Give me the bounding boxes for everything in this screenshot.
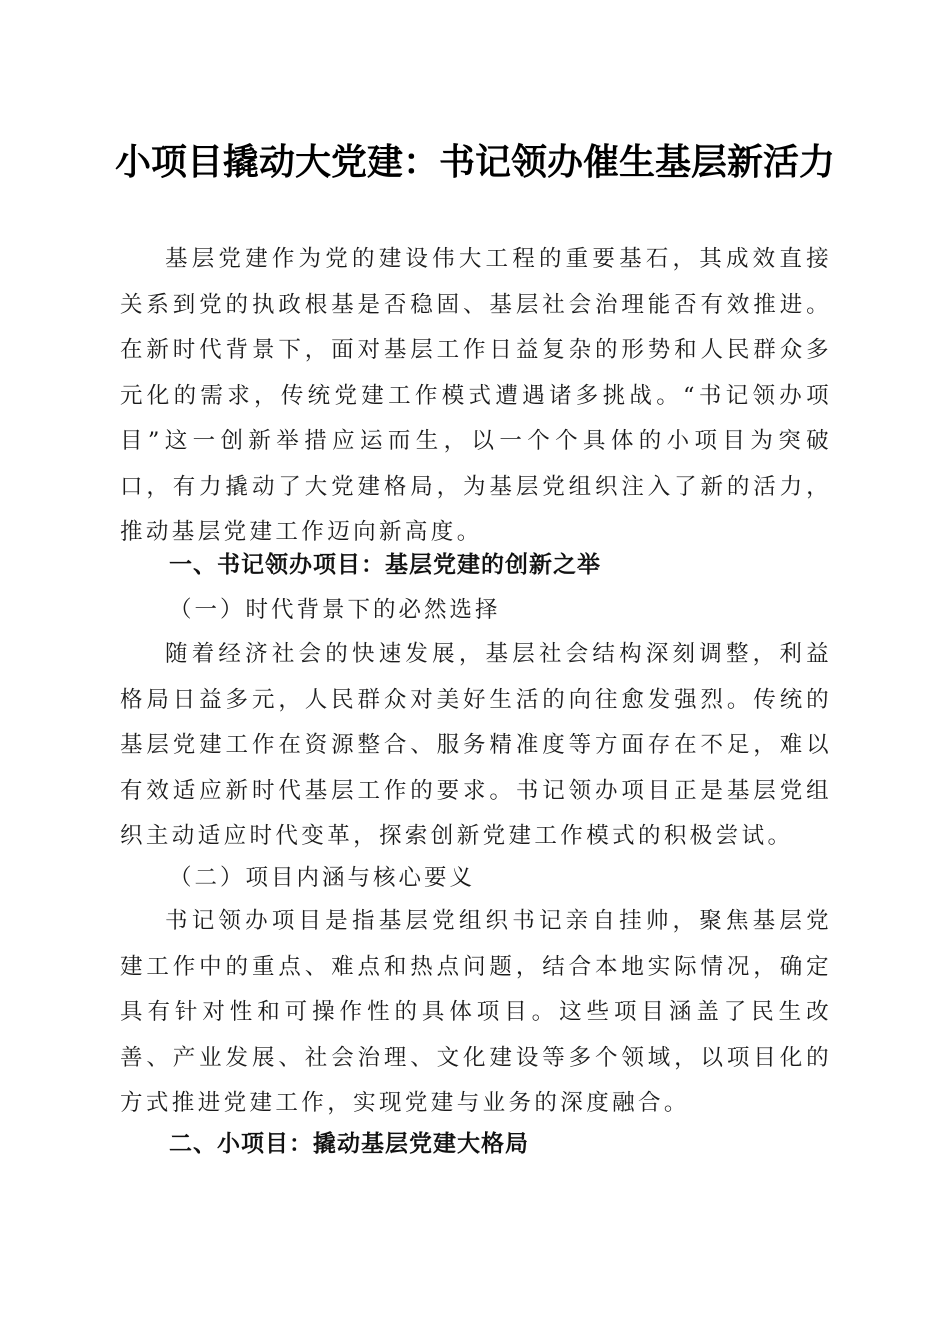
- subsection-1-heading: （一）时代背景下的必然选择: [169, 597, 501, 623]
- document-title: 小项目撬动大党建：书记领办催生基层新活力: [114, 141, 835, 183]
- subsection-1-block: [120, 632, 832, 860]
- subsection-2-heading: （二）项目内涵与核心要义: [169, 865, 476, 891]
- section-1-heading: 一、书记领办项目：基层党建的创新之举: [169, 552, 601, 578]
- subsection-1-paragraph: 随着经济社会的快速发展，基层社会结构深刻调整，利益格局日益多元，人民群众对美好生活的向往愈发强烈。传统的基层党建工作在资源整合、服务精准度等方面存在不足，难以有效适应新时代基层工作的要求。书记领办项目正是基层党组织主动适应时代变革，探索创新党建工作模式的积极尝试。: [120, 641, 832, 849]
- subsection-2-paragraph: 书记领办项目是指基层党组织书记亲自挂帅，聚焦基层党建工作中的重点、难点和热点问题，结合本地实际情况，确定具有针对性和可操作性的具体项目。这些项目涵盖了民生改善、产业发展、社会治理、文化建设等多个领域，以项目化的方式推进党建工作，实现党建与业务的深度融合。: [120, 908, 832, 1116]
- subsection-2-block: [120, 899, 832, 1127]
- section-2-heading: 二、小项目：撬动基层党建大格局: [169, 1131, 529, 1157]
- intro-block: [120, 237, 832, 556]
- intro-paragraph: 基层党建作为党的建设伟大工程的重要基石，其成效直接关系到党的执政根基是否稳固、基层社会治理能否有效推进。在新时代背景下，面对基层工作日益复杂的形势和人民群众多元化的需求，传统党建工作模式遭遇诸多挑战。“书记领办项目”这一创新举措应运而生，以一个个具体的小项目为突破口，有力撬动了大党建格局，为基层党组织注入了新的活力，推动基层党建工作迈向新高度。: [120, 246, 832, 545]
